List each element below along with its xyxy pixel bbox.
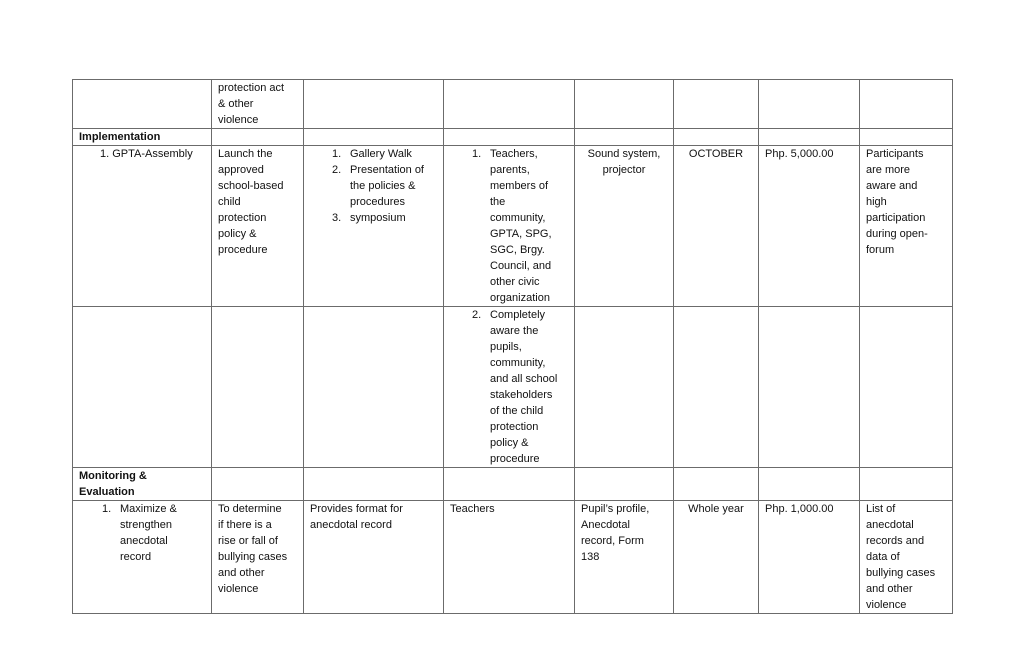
budget-cell: Php. 1,000.00 (759, 501, 860, 614)
list-number: 1. (472, 148, 482, 160)
strategies-cell: Provides format for anecdotal record (304, 501, 444, 614)
activity-list (100, 501, 205, 565)
cell (575, 80, 674, 129)
cell (73, 307, 212, 468)
cell (304, 468, 444, 501)
cell (444, 468, 575, 501)
list-text: symposium (350, 212, 406, 224)
table-row (73, 80, 953, 129)
section-label: Monitoring & Evaluation (73, 468, 212, 501)
list-item (330, 162, 437, 210)
cell (73, 80, 212, 129)
cell (212, 307, 304, 468)
list-number: 3. (332, 212, 342, 224)
cell (860, 80, 953, 129)
cell (444, 80, 575, 129)
table-row (73, 307, 953, 468)
list-text: Gallery Walk (350, 148, 412, 160)
list-item (100, 501, 205, 565)
persons-cell (444, 146, 575, 307)
objective-cell: Launch the approved school-based child protection policy & procedure (212, 146, 304, 307)
cell (860, 129, 953, 146)
action-plan-table (72, 79, 953, 614)
list-item (470, 146, 568, 306)
cell (759, 80, 860, 129)
strategies-list (330, 146, 437, 226)
cell (674, 129, 759, 146)
outcome-cell: Participants are more aware and high participation during open- forum (860, 146, 953, 307)
table-row (73, 501, 953, 614)
persons-cell (444, 307, 575, 468)
cell (759, 307, 860, 468)
list-number: 1. (332, 148, 342, 160)
cell (860, 307, 953, 468)
budget-cell: Php. 5,000.00 (759, 146, 860, 307)
cell (575, 468, 674, 501)
activity-cell: 1. GPTA-Assembly (73, 146, 212, 307)
list-text: Teachers, parents, members of the community, GPTA, SPG, SGC, Brgy. Council, and other civic organization (490, 148, 552, 304)
persons-list (470, 307, 568, 467)
cell (304, 307, 444, 468)
cell (575, 129, 674, 146)
resources-cell: Sound system, projector (575, 146, 674, 307)
persons-list (470, 146, 568, 306)
list-item (330, 210, 437, 226)
section-row-monitoring (73, 468, 953, 501)
list-number: 1. (102, 503, 112, 515)
list-text: Maximize & strengthen anecdotal record (120, 503, 177, 563)
section-label: Implementation (73, 129, 212, 146)
cell (860, 468, 953, 501)
cell (759, 129, 860, 146)
section-row-implementation (73, 129, 953, 146)
cell (212, 468, 304, 501)
strategies-cell (304, 146, 444, 307)
cell (575, 307, 674, 468)
cell (674, 468, 759, 501)
cell (759, 468, 860, 501)
cell (212, 129, 304, 146)
activity-cell (73, 501, 212, 614)
resources-cell: Pupil’s profile, Anecdotal record, Form 138 (575, 501, 674, 614)
time-cell: Whole year (674, 501, 759, 614)
list-text: Completely aware the pupils, community, and all school stakeholders of the child protection policy & procedure (490, 309, 558, 465)
table-row (73, 146, 953, 307)
cell: protection act & other violence (212, 80, 304, 129)
list-text: Presentation of the policies & procedures (350, 164, 424, 208)
outcome-cell: List of anecdotal records and data of bullying cases and other violence (860, 501, 953, 614)
list-item (470, 307, 568, 467)
cell (674, 80, 759, 129)
persons-cell: Teachers (444, 501, 575, 614)
cell (304, 80, 444, 129)
objective-cell: To determine if there is a rise or fall of bullying cases and other violence (212, 501, 304, 614)
cell (674, 307, 759, 468)
cell (304, 129, 444, 146)
list-number: 2. (472, 309, 482, 321)
cell (444, 129, 575, 146)
time-cell: OCTOBER (674, 146, 759, 307)
list-number: 2. (332, 164, 342, 176)
list-item (330, 146, 437, 162)
